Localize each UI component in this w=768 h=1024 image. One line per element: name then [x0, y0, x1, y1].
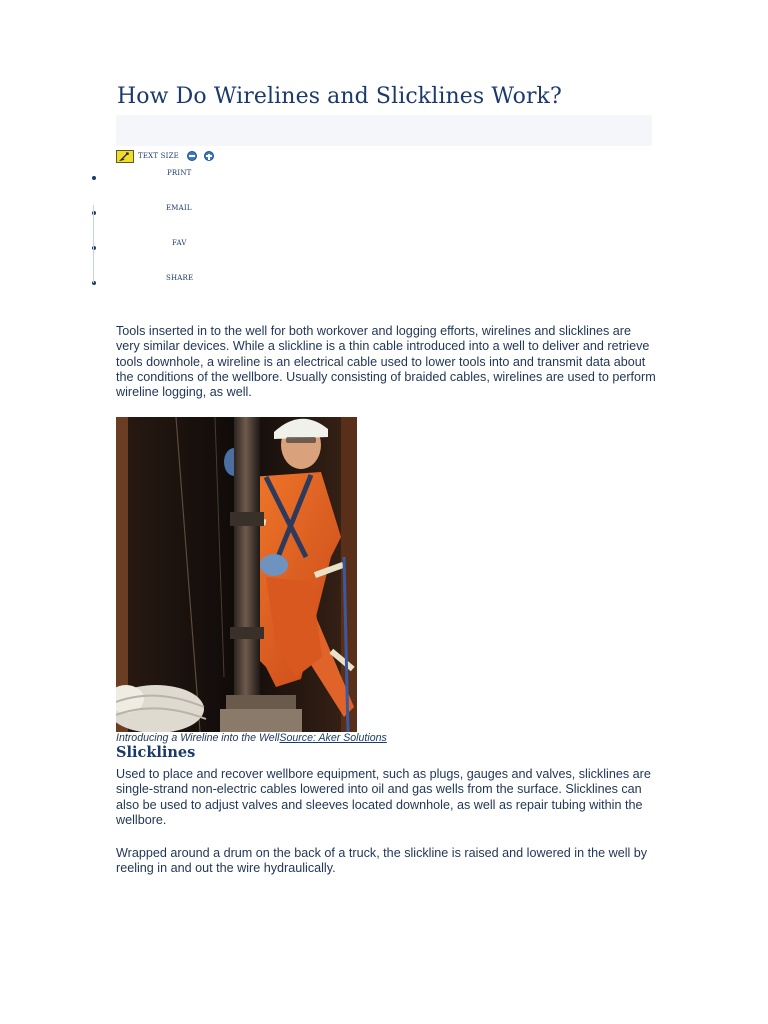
print-link[interactable]: PRINT	[167, 169, 192, 177]
slicklines-paragraph-2: Wrapped around a drum on the back of a truck, the slickline is raised and lowered in the well by reeling in and out the wire hydraulically.	[116, 846, 648, 876]
wireline-photo	[116, 417, 357, 732]
increase-text-size-button[interactable]	[204, 151, 214, 161]
plus-circle-icon	[206, 155, 212, 157]
source-link[interactable]: Source: Aker Solutions	[279, 732, 387, 744]
share-link[interactable]: SHARE	[166, 274, 194, 282]
title-band	[116, 115, 652, 146]
intro-paragraph: Tools inserted in to the well for both workover and logging efforts, wirelines and slicklines are very similar devices. While a slickline is a thin cable introduced into a well to deliver and retrieve tools downhole, a wireline is an electrical cable used to lower tools into and transmit data about the conditions of the wellbore. Usually consisting of braided cables, wirelines are used to perform wireline logging, as well.	[116, 324, 656, 400]
section-heading-slicklines: Slicklines	[116, 744, 196, 761]
figure-caption	[116, 732, 387, 744]
slicklines-paragraph-1: Used to place and recover wellbore equipment, such as plugs, gauges and valves, slicklines are single-strand non-electric cables lowered into oil and gas wells from the surface. Slicklines can also be used to adjust valves and sleeves located downhole, as well as repair tubing within the wellbore.	[116, 767, 651, 827]
decrease-text-size-button[interactable]	[187, 151, 197, 161]
bullet	[92, 176, 96, 180]
minus-circle-icon	[189, 155, 195, 157]
fav-link[interactable]: FAV	[172, 239, 187, 247]
text-size-label: TEXT SIZE	[138, 152, 179, 160]
email-link[interactable]: EMAIL	[166, 204, 192, 212]
text-size-icon	[116, 150, 134, 163]
tools-divider	[93, 205, 94, 283]
text-size-controls	[116, 149, 214, 163]
page-title: How Do Wirelines and Slicklines Work?	[117, 84, 562, 109]
caption-text: Introducing a Wireline into the Well	[116, 732, 280, 744]
